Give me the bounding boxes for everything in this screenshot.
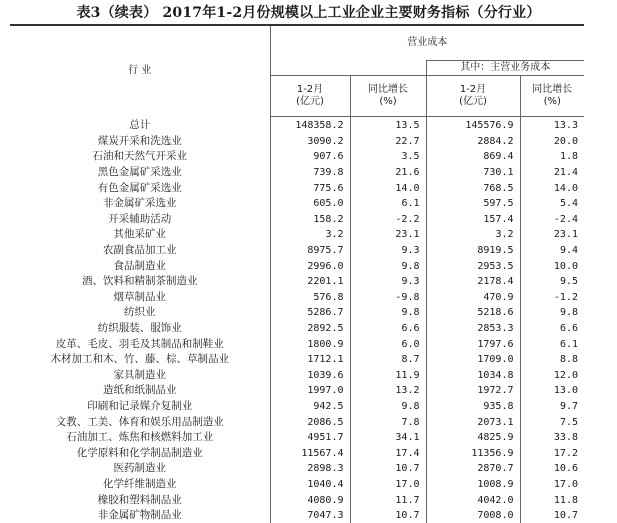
operating-cost-cell: 11567.4 (270, 445, 350, 461)
main-business-cost-growth-cell: 9.7 (520, 399, 584, 415)
main-business-cost-growth-cell: 13.3 (520, 117, 584, 134)
table-row (10, 477, 584, 493)
table-row (10, 430, 584, 446)
industry-name-cell: 煤炭开采和洗选业 (10, 134, 270, 150)
industry-header: 行 业 (10, 25, 270, 117)
operating-cost-growth-cell: 34.1 (350, 430, 426, 446)
industry-name-cell: 其他采矿业 (10, 227, 270, 243)
table-row (10, 321, 584, 337)
table-row (10, 461, 584, 477)
operating-cost-growth-cell: 6.0 (350, 336, 426, 352)
operating-cost-cell: 942.5 (270, 399, 350, 415)
industry-name-cell: 印刷和记录媒介复制业 (10, 399, 270, 415)
table-row (10, 414, 584, 430)
operating-cost-cell: 1040.4 (270, 477, 350, 493)
main-business-cost-growth-cell: 10.0 (520, 258, 584, 274)
table-row (10, 165, 584, 181)
table-row (10, 243, 584, 259)
table-row (10, 492, 584, 508)
table-row (10, 227, 584, 243)
operating-cost-cell: 158.2 (270, 212, 350, 228)
table-row (10, 445, 584, 461)
main-business-cost-cell: 1709.0 (426, 352, 520, 368)
main-business-cost-growth-cell: 17.2 (520, 445, 584, 461)
main-business-cost-cell: 7008.0 (426, 508, 520, 523)
operating-cost-growth-cell: 11.9 (350, 368, 426, 384)
table-row (10, 212, 584, 228)
main-business-cost-cell: 8919.5 (426, 243, 520, 259)
main-business-cost-growth-cell: 1.8 (520, 149, 584, 165)
main-business-cost-cell: 2870.7 (426, 461, 520, 477)
table-row (10, 290, 584, 306)
main-business-cost-growth-cell: 20.0 (520, 134, 584, 150)
industry-name-cell: 黑色金属矿采选业 (10, 165, 270, 181)
industry-name-cell: 非金属矿采选业 (10, 196, 270, 212)
main-business-cost-growth-cell: 9.4 (520, 243, 584, 259)
main-business-cost-growth-cell: 17.0 (520, 477, 584, 493)
main-business-cost-cell: 2953.5 (426, 258, 520, 274)
main-business-cost-cell: 1034.8 (426, 368, 520, 384)
table-row (10, 508, 584, 523)
main-business-cost-cell: 2073.1 (426, 414, 520, 430)
industry-name-cell: 石油加工、炼焦和核燃料加工业 (10, 430, 270, 446)
operating-cost-growth-cell: 23.1 (350, 227, 426, 243)
operating-cost-growth-cell: 10.7 (350, 508, 426, 523)
period-header-1 (270, 76, 350, 117)
main-business-cost-cell: 145576.9 (426, 117, 520, 134)
growth-header-2 (520, 76, 584, 117)
operating-cost-growth-cell: -9.8 (350, 290, 426, 306)
industry-name-cell: 石油和天然气开采业 (10, 149, 270, 165)
industry-name-cell: 文教、工美、体育和娱乐用品制造业 (10, 414, 270, 430)
main-business-cost-cell: 157.4 (426, 212, 520, 228)
main-business-cost-cell: 935.8 (426, 399, 520, 415)
operating-cost-cell: 4951.7 (270, 430, 350, 446)
table-header (10, 25, 584, 117)
operating-cost-growth-cell: 9.3 (350, 243, 426, 259)
main-business-cost-growth-cell: 10.7 (520, 508, 584, 523)
period-header-2 (426, 76, 520, 117)
main-business-cost-cell: 597.5 (426, 196, 520, 212)
main-business-cost-growth-cell: 10.6 (520, 461, 584, 477)
operating-cost-cell: 1997.0 (270, 383, 350, 399)
operating-cost-growth-cell: 11.7 (350, 492, 426, 508)
industry-name-cell: 家具制造业 (10, 368, 270, 384)
table-row (10, 274, 584, 290)
growth-header-1 (350, 76, 426, 117)
operating-cost-cell: 605.0 (270, 196, 350, 212)
period-label: 1-2月 (427, 84, 520, 96)
main-business-cost-cell: 2884.2 (426, 134, 520, 150)
period-unit: (亿元) (427, 96, 520, 108)
main-business-cost-cell: 768.5 (426, 180, 520, 196)
operating-cost-cell: 4080.9 (270, 492, 350, 508)
main-business-cost-cell: 730.1 (426, 165, 520, 181)
operating-cost-cell: 907.6 (270, 149, 350, 165)
table-body (10, 117, 584, 523)
main-business-cost-cell: 1797.6 (426, 336, 520, 352)
revenue-cost-header: 营业成本 (270, 25, 584, 61)
operating-cost-cell: 2996.0 (270, 258, 350, 274)
main-business-cost-growth-cell: 12.0 (520, 368, 584, 384)
industry-name-cell: 纺织业 (10, 305, 270, 321)
industry-name-cell: 酒、饮料和精制茶制造业 (10, 274, 270, 290)
operating-cost-growth-cell: 9.8 (350, 258, 426, 274)
table-row (10, 399, 584, 415)
operating-cost-cell: 2201.1 (270, 274, 350, 290)
growth-unit: (%) (521, 96, 585, 108)
main-business-cost-cell: 4825.9 (426, 430, 520, 446)
main-business-cost-cell: 3.2 (426, 227, 520, 243)
main-business-cost-growth-cell: 33.8 (520, 430, 584, 446)
operating-cost-cell: 1039.6 (270, 368, 350, 384)
growth-label: 同比增长 (351, 84, 426, 96)
operating-cost-growth-cell: 6.1 (350, 196, 426, 212)
operating-cost-growth-cell: 17.4 (350, 445, 426, 461)
industry-name-cell: 非金属矿物制品业 (10, 508, 270, 523)
operating-cost-growth-cell: -2.2 (350, 212, 426, 228)
main-cost-header: 其中：主营业务成本 (426, 61, 584, 76)
main-business-cost-cell: 470.9 (426, 290, 520, 306)
industry-name-cell: 烟草制品业 (10, 290, 270, 306)
operating-cost-cell: 739.8 (270, 165, 350, 181)
industry-name-cell: 化学原料和化学制品制造业 (10, 445, 270, 461)
industry-name-cell: 总计 (10, 117, 270, 134)
operating-cost-cell: 1712.1 (270, 352, 350, 368)
operating-cost-growth-cell: 7.8 (350, 414, 426, 430)
industry-name-cell: 开采辅助活动 (10, 212, 270, 228)
table-row (10, 149, 584, 165)
operating-cost-cell: 3.2 (270, 227, 350, 243)
industry-name-cell: 农副食品加工业 (10, 243, 270, 259)
industry-name-cell: 纺织服装、服饰业 (10, 321, 270, 337)
main-business-cost-growth-cell: 14.0 (520, 180, 584, 196)
operating-cost-cell: 7047.3 (270, 508, 350, 523)
operating-cost-cell: 2086.5 (270, 414, 350, 430)
operating-cost-growth-cell: 8.7 (350, 352, 426, 368)
main-business-cost-growth-cell: 6.6 (520, 321, 584, 337)
operating-cost-cell: 8975.7 (270, 243, 350, 259)
table-row (10, 352, 584, 368)
table-row (10, 368, 584, 384)
operating-cost-growth-cell: 9.3 (350, 274, 426, 290)
period-label: 1-2月 (271, 84, 350, 96)
operating-cost-growth-cell: 6.6 (350, 321, 426, 337)
revenue-cost-spacer (270, 61, 426, 76)
main-business-cost-cell: 2178.4 (426, 274, 520, 290)
main-business-cost-cell: 4042.0 (426, 492, 520, 508)
industry-name-cell: 橡胶和塑料制品业 (10, 492, 270, 508)
main-business-cost-cell: 2853.3 (426, 321, 520, 337)
operating-cost-cell: 1800.9 (270, 336, 350, 352)
operating-cost-growth-cell: 22.7 (350, 134, 426, 150)
main-business-cost-growth-cell: -1.2 (520, 290, 584, 306)
operating-cost-growth-cell: 17.0 (350, 477, 426, 493)
table-row (10, 180, 584, 196)
operating-cost-cell: 2898.3 (270, 461, 350, 477)
operating-cost-cell: 2892.5 (270, 321, 350, 337)
industry-name-cell: 木材加工和木、竹、藤、棕、草制品业 (10, 352, 270, 368)
industry-name-cell: 医药制造业 (10, 461, 270, 477)
table-row (10, 305, 584, 321)
main-business-cost-growth-cell: 5.4 (520, 196, 584, 212)
operating-cost-cell: 148358.2 (270, 117, 350, 134)
operating-cost-growth-cell: 9.8 (350, 305, 426, 321)
main-business-cost-growth-cell: 21.4 (520, 165, 584, 181)
main-business-cost-cell: 5218.6 (426, 305, 520, 321)
table-row (10, 117, 584, 134)
industry-name-cell: 皮革、毛皮、羽毛及其制品和制鞋业 (10, 336, 270, 352)
operating-cost-growth-cell: 14.0 (350, 180, 426, 196)
main-business-cost-growth-cell: 8.8 (520, 352, 584, 368)
operating-cost-growth-cell: 3.5 (350, 149, 426, 165)
main-business-cost-cell: 869.4 (426, 149, 520, 165)
period-unit: (亿元) (271, 96, 350, 108)
operating-cost-cell: 3090.2 (270, 134, 350, 150)
industry-name-cell: 食品制造业 (10, 258, 270, 274)
main-business-cost-growth-cell: 13.0 (520, 383, 584, 399)
table-title: 表3（续表） 2017年1-2月份规模以上工业企业主要财务指标（分行业） (0, 2, 617, 22)
operating-cost-cell: 5286.7 (270, 305, 350, 321)
main-business-cost-growth-cell: 6.1 (520, 336, 584, 352)
operating-cost-cell: 576.8 (270, 290, 350, 306)
main-business-cost-growth-cell: 7.5 (520, 414, 584, 430)
financial-table (10, 24, 584, 523)
main-business-cost-growth-cell: 9.8 (520, 305, 584, 321)
growth-unit: (%) (351, 96, 426, 108)
growth-label: 同比增长 (521, 84, 585, 96)
table-row (10, 196, 584, 212)
main-business-cost-growth-cell: 23.1 (520, 227, 584, 243)
main-business-cost-cell: 1008.9 (426, 477, 520, 493)
main-business-cost-growth-cell: -2.4 (520, 212, 584, 228)
industry-name-cell: 造纸和纸制品业 (10, 383, 270, 399)
operating-cost-growth-cell: 21.6 (350, 165, 426, 181)
operating-cost-growth-cell: 13.5 (350, 117, 426, 134)
table-row (10, 258, 584, 274)
industry-name-cell: 有色金属矿采选业 (10, 180, 270, 196)
operating-cost-growth-cell: 13.2 (350, 383, 426, 399)
industry-name-cell: 化学纤维制造业 (10, 477, 270, 493)
main-business-cost-cell: 1972.7 (426, 383, 520, 399)
main-business-cost-growth-cell: 11.8 (520, 492, 584, 508)
table-row (10, 383, 584, 399)
operating-cost-growth-cell: 9.8 (350, 399, 426, 415)
table-row (10, 134, 584, 150)
main-business-cost-growth-cell: 9.5 (520, 274, 584, 290)
operating-cost-growth-cell: 10.7 (350, 461, 426, 477)
operating-cost-cell: 775.6 (270, 180, 350, 196)
main-business-cost-cell: 11356.9 (426, 445, 520, 461)
table-row (10, 336, 584, 352)
